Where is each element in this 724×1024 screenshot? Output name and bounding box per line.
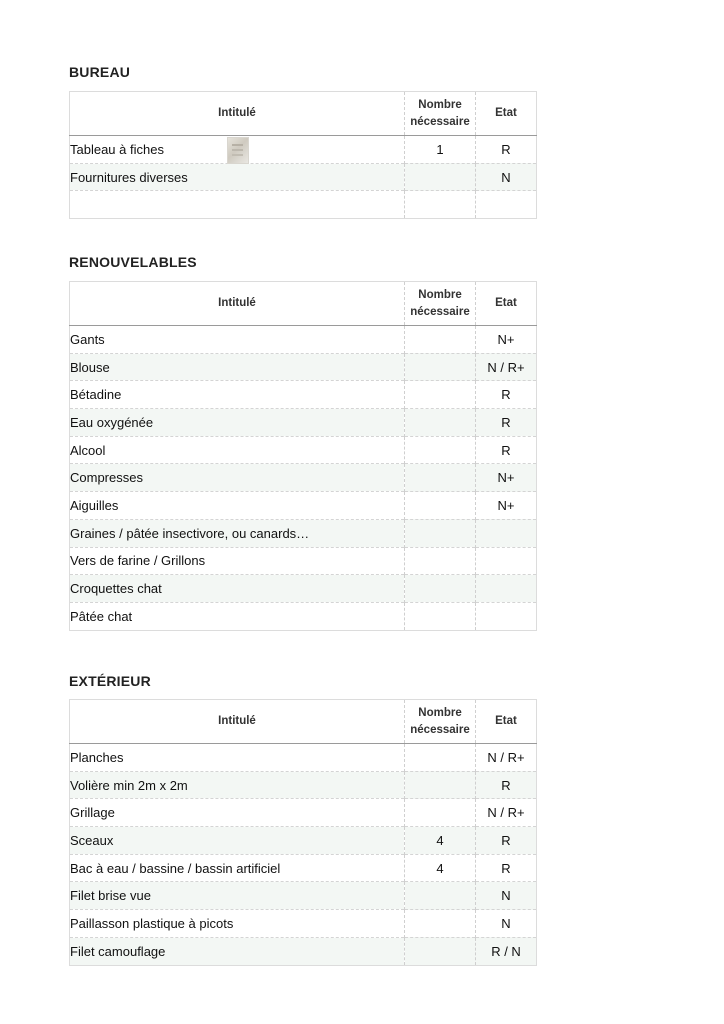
header-intitule: Intitulé xyxy=(70,92,405,136)
inventory-table xyxy=(69,699,537,966)
inventory-table xyxy=(69,281,537,631)
header-etat: Etat xyxy=(476,92,537,136)
table-row xyxy=(70,409,537,437)
table-row xyxy=(70,163,537,191)
row-nombre: 4 xyxy=(405,854,476,882)
row-label: Graines / pâtée insectivore, ou canards… xyxy=(70,519,405,547)
header-nombre xyxy=(405,92,476,136)
section-title: RENOUVELABLES xyxy=(69,254,197,270)
row-etat: N / R+ xyxy=(476,799,537,827)
table-row xyxy=(70,827,537,855)
row-etat: R xyxy=(476,854,537,882)
header-nombre-line1: Nombre xyxy=(418,706,462,719)
table-row xyxy=(70,575,537,603)
row-label: Paillasson plastique à picots xyxy=(70,910,405,938)
row-nombre xyxy=(405,381,476,409)
row-etat: R xyxy=(476,771,537,799)
row-label: Planches xyxy=(70,749,124,765)
row-label: Filet camouflage xyxy=(70,937,405,965)
row-label: Bac à eau / bassine / bassin artificiel xyxy=(70,854,405,882)
inventory-table xyxy=(69,91,537,219)
header-nombre xyxy=(405,700,476,744)
table-row xyxy=(70,854,537,882)
row-label: Sceaux xyxy=(70,827,405,855)
row-etat: R xyxy=(476,136,537,164)
table-row xyxy=(70,771,537,799)
card-file-thumbnail xyxy=(227,137,249,164)
row-nombre xyxy=(405,575,476,603)
row-label: Aiguilles xyxy=(70,492,405,520)
row-label: Filet brise vue xyxy=(70,882,405,910)
row-nombre xyxy=(405,464,476,492)
row-etat: N / R+ xyxy=(476,744,537,772)
table-header-row xyxy=(70,92,537,136)
row-etat xyxy=(476,519,537,547)
table-row xyxy=(70,799,537,827)
table-row xyxy=(70,937,537,965)
table-row xyxy=(70,492,537,520)
row-nombre: 4 xyxy=(405,827,476,855)
table-row xyxy=(70,910,537,938)
header-intitule: Intitulé xyxy=(70,282,405,326)
table-header-row xyxy=(70,700,537,744)
row-label: Croquettes chat xyxy=(70,575,405,603)
table-row xyxy=(70,353,537,381)
row-etat xyxy=(476,602,537,630)
row-label: Fournitures diverses xyxy=(70,163,405,191)
section-renouvelables xyxy=(69,252,536,631)
row-etat: R / N xyxy=(476,937,537,965)
row-label: Bétadine xyxy=(70,381,405,409)
row-label xyxy=(70,191,405,219)
row-nombre xyxy=(405,191,476,219)
row-etat: N xyxy=(476,910,537,938)
row-etat xyxy=(476,575,537,603)
header-etat: Etat xyxy=(476,700,537,744)
row-etat: N / R+ xyxy=(476,353,537,381)
row-etat: R xyxy=(476,436,537,464)
row-label-cell xyxy=(70,136,405,164)
header-nombre-line2: nécessaire xyxy=(410,723,470,736)
row-nombre xyxy=(405,910,476,938)
table-row xyxy=(70,602,537,630)
row-nombre xyxy=(405,937,476,965)
row-nombre xyxy=(405,602,476,630)
row-etat: N+ xyxy=(476,492,537,520)
row-etat: N+ xyxy=(476,464,537,492)
table-row xyxy=(70,547,537,575)
table-row xyxy=(70,464,537,492)
row-label: Alcool xyxy=(70,436,405,464)
row-etat: N xyxy=(476,882,537,910)
table-header-row xyxy=(70,282,537,326)
table-row xyxy=(70,136,537,164)
header-nombre-line2: nécessaire xyxy=(410,115,470,128)
row-label: Vers de farine / Grillons xyxy=(70,547,405,575)
table-row xyxy=(70,191,537,219)
section-title: BUREAU xyxy=(69,64,131,80)
row-nombre xyxy=(405,744,476,772)
row-label: Eau oxygénée xyxy=(70,409,405,437)
row-etat xyxy=(476,547,537,575)
section-bureau xyxy=(69,62,536,219)
header-nombre-line2: nécessaire xyxy=(410,305,470,318)
row-nombre xyxy=(405,771,476,799)
row-nombre xyxy=(405,436,476,464)
table-row xyxy=(70,436,537,464)
row-nombre xyxy=(405,163,476,191)
row-label: Gants xyxy=(70,331,105,347)
row-label: Blouse xyxy=(70,353,405,381)
table-row xyxy=(70,519,537,547)
row-nombre xyxy=(405,409,476,437)
row-label: Pâtée chat xyxy=(70,602,405,630)
row-etat xyxy=(476,191,537,219)
table-row xyxy=(70,326,537,354)
row-etat: R xyxy=(476,409,537,437)
section-exterieur xyxy=(69,671,536,966)
row-etat: N+ xyxy=(476,326,537,354)
header-nombre-line1: Nombre xyxy=(418,288,462,301)
row-nombre xyxy=(405,799,476,827)
table-row xyxy=(70,882,537,910)
row-nombre xyxy=(405,519,476,547)
row-label: Tableau à fiches xyxy=(70,141,164,157)
header-nombre-line1: Nombre xyxy=(418,98,462,111)
row-nombre xyxy=(405,353,476,381)
row-label: Compresses xyxy=(70,464,405,492)
header-intitule: Intitulé xyxy=(70,700,405,744)
table-row xyxy=(70,744,537,772)
header-etat: Etat xyxy=(476,282,537,326)
row-nombre xyxy=(405,547,476,575)
row-etat: R xyxy=(476,827,537,855)
row-nombre: 1 xyxy=(405,136,476,164)
row-nombre xyxy=(405,882,476,910)
section-title: EXTÉRIEUR xyxy=(69,673,151,689)
row-nombre xyxy=(405,492,476,520)
table-row xyxy=(70,381,537,409)
row-etat: N xyxy=(476,163,537,191)
row-label: Grillage xyxy=(70,799,405,827)
row-label: Volière min 2m x 2m xyxy=(70,771,405,799)
row-nombre xyxy=(405,326,476,354)
header-nombre xyxy=(405,282,476,326)
row-etat: R xyxy=(476,381,537,409)
